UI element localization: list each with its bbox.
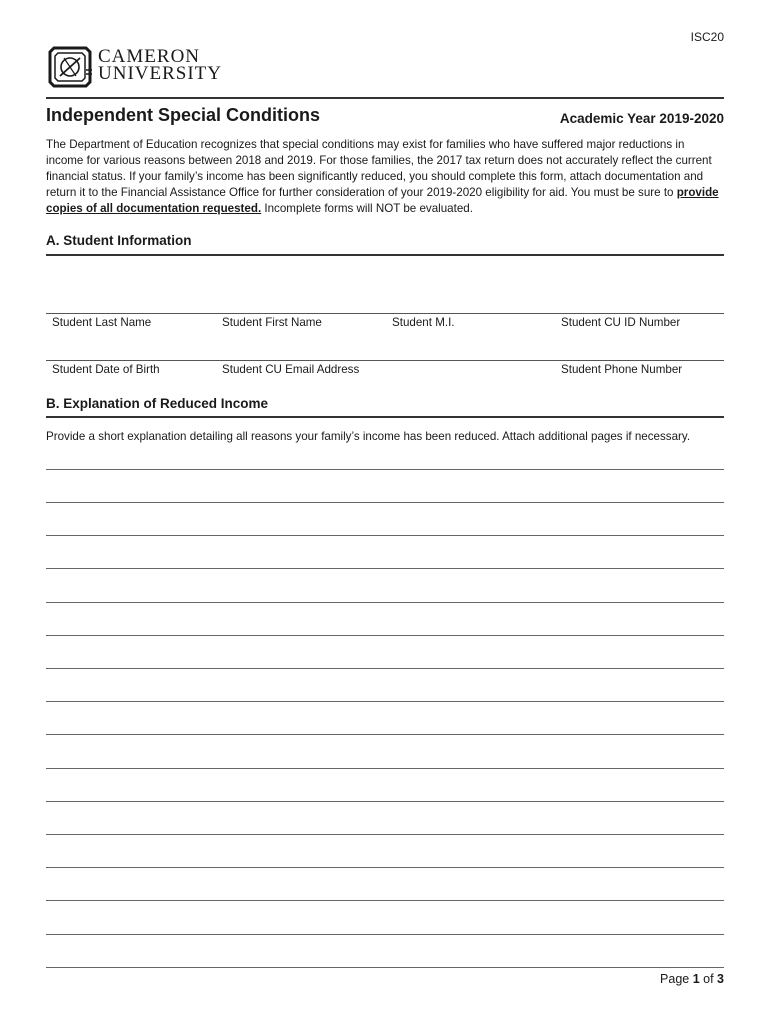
page-total: 3 bbox=[717, 972, 724, 986]
logo-line-2: UNIVERSITY bbox=[98, 63, 222, 84]
page-current: 1 bbox=[692, 972, 700, 986]
explanation-line[interactable] bbox=[46, 469, 724, 470]
explanation-line[interactable] bbox=[46, 602, 724, 603]
explanation-line[interactable] bbox=[46, 867, 724, 868]
academic-year: Academic Year 2019-2020 bbox=[559, 111, 724, 126]
explanation-line[interactable] bbox=[46, 535, 724, 536]
explanation-line[interactable] bbox=[46, 900, 724, 901]
page-title: Independent Special Conditions bbox=[46, 105, 321, 125]
section-b-rule bbox=[46, 416, 724, 418]
explanation-line[interactable] bbox=[46, 568, 724, 569]
explanation-line[interactable] bbox=[46, 967, 724, 968]
explanation-line[interactable] bbox=[46, 701, 724, 702]
explanation-line[interactable] bbox=[46, 668, 724, 669]
logo-line-1: CAMERON bbox=[98, 46, 201, 67]
student-email-label: Student CU Email Address bbox=[222, 363, 360, 376]
page-prefix: Page bbox=[660, 972, 693, 986]
section-a-rule bbox=[46, 254, 724, 256]
student-info-row-1-line[interactable] bbox=[46, 313, 724, 314]
section-b-instruction: Provide a short explanation detailing all reasons your family’s income has been reduced. Attach additional pages if necessary. bbox=[46, 430, 691, 443]
explanation-line[interactable] bbox=[46, 502, 724, 503]
student-info-row-2-line[interactable] bbox=[46, 360, 724, 361]
explanation-line[interactable] bbox=[46, 768, 724, 769]
explanation-line[interactable] bbox=[46, 834, 724, 835]
intro-tail: Incomplete forms will NOT be evaluated. bbox=[261, 202, 473, 215]
explanation-line[interactable] bbox=[46, 801, 724, 802]
student-last-name-label: Student Last Name bbox=[52, 316, 152, 329]
student-phone-label: Student Phone Number bbox=[561, 363, 683, 376]
student-cu-id-label: Student CU ID Number bbox=[561, 316, 681, 329]
page-number bbox=[660, 972, 724, 986]
explanation-line[interactable] bbox=[46, 635, 724, 636]
form-code: ISC20 bbox=[690, 30, 724, 44]
explanation-line[interactable] bbox=[46, 734, 724, 735]
intro-text: The Department of Education recognizes that special conditions may exist for families who have suffered major reductions in income for various reasons between 2018 and 2019. For those families, the 2017 tax return does not accurately reflect the current financial status. If your family’s income has been significantly reduced, you should complete this form, attach documentation and return it to the Financial Assistance Office for further consideration of your 2019-2020 eligibility for aid. You must be sure to bbox=[46, 138, 712, 199]
section-b-heading: B. Explanation of Reduced Income bbox=[46, 396, 269, 411]
header-rule bbox=[46, 97, 724, 99]
explanation-line[interactable] bbox=[46, 934, 724, 935]
student-first-name-label: Student First Name bbox=[222, 316, 322, 329]
university-logo bbox=[46, 44, 222, 90]
student-mi-label: Student M.I. bbox=[392, 316, 455, 329]
page-middle: of bbox=[699, 972, 718, 986]
student-dob-label: Student Date of Birth bbox=[52, 363, 160, 376]
intro-emphasis: provide copies of all documentation requested. bbox=[46, 186, 719, 215]
section-a-heading: A. Student Information bbox=[46, 233, 192, 248]
cameron-seal-icon bbox=[46, 44, 94, 90]
intro-paragraph bbox=[46, 137, 724, 217]
